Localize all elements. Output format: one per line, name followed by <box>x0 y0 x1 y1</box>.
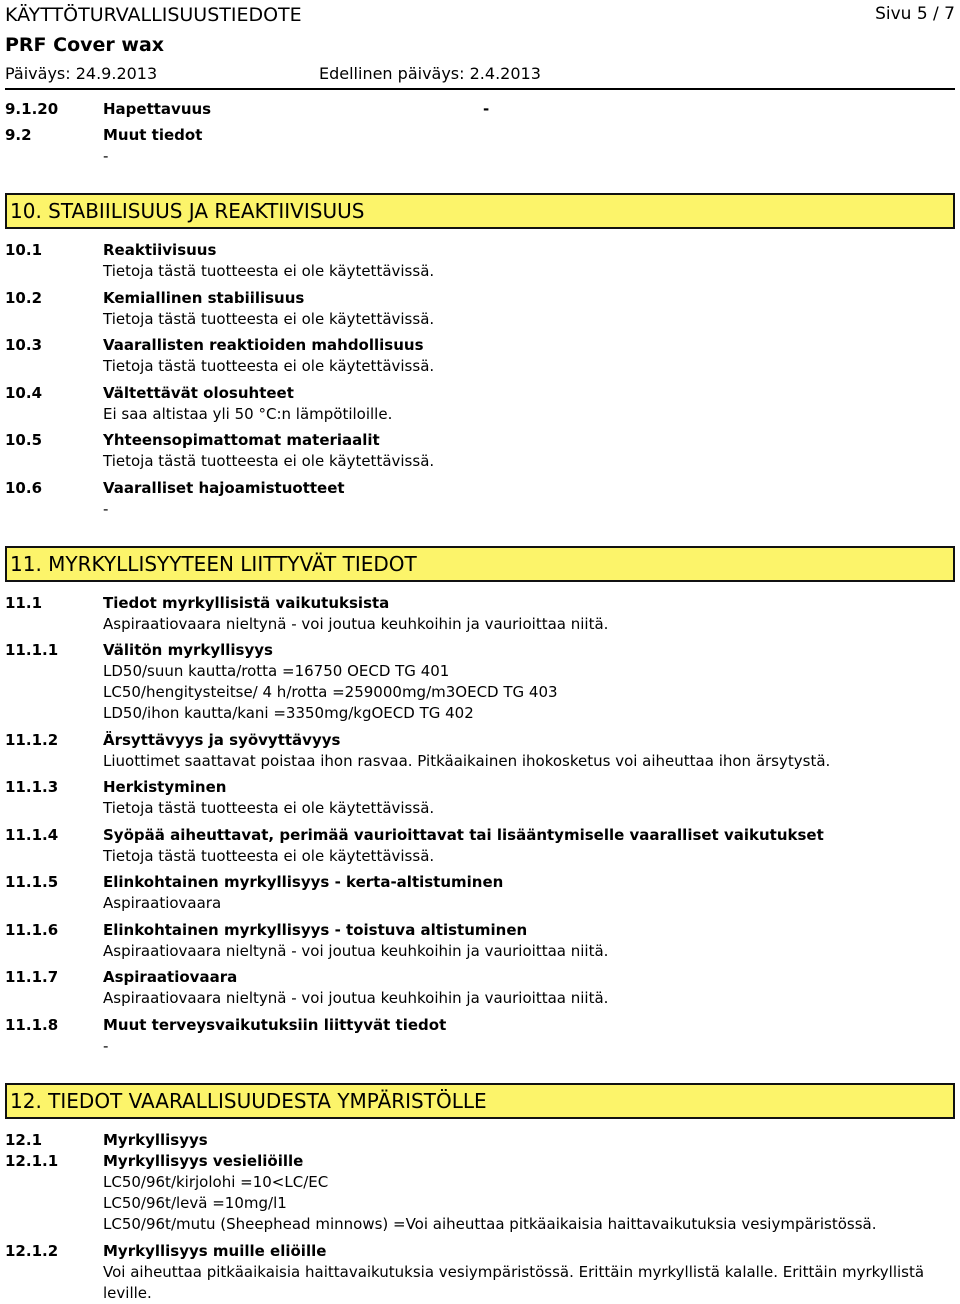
item-number: 12.1.2 <box>5 1242 59 1260</box>
item-title: Välitön myrkyllisyys <box>103 641 273 659</box>
item-number: 11.1.1 <box>5 641 59 659</box>
item-text: Tietoja tästä tuotteesta ei ole käytettävissä. <box>103 262 435 280</box>
item-text: - <box>103 1037 109 1055</box>
item-text: Tietoja tästä tuotteesta ei ole käytettävissä. <box>103 799 435 817</box>
item-text-line: LC50/96t/levä =10mg/l1 <box>103 1194 287 1212</box>
item-text-line: LD50/ihon kautta/kani =3350mg/kgOECD TG 402 <box>103 704 474 722</box>
item-text-line: LC50/hengitysteitse/ 4 h/rotta =259000mg/m3OECD TG 403 <box>103 683 558 701</box>
item-number: 11.1 <box>5 594 43 612</box>
item-title: Myrkyllisyys muille eliöille <box>103 1242 327 1260</box>
item-title: Hapettavuus <box>103 100 212 118</box>
item-number: 11.1.8 <box>5 1016 59 1034</box>
section-12-heading: 12. TIEDOT VAARALLISUUDESTA YMPÄRISTÖLLE <box>5 1083 955 1119</box>
item-title: Vaarallisten reaktioiden mahdollisuus <box>103 336 424 354</box>
item-text: Aspiraatiovaara nieltynä - voi joutua keuhkoihin ja vaurioittaa niitä. <box>103 615 609 633</box>
item-title: Vaaralliset hajoamistuotteet <box>103 479 345 497</box>
item-text: Aspiraatiovaara nieltynä - voi joutua keuhkoihin ja vaurioittaa niitä. <box>103 989 609 1007</box>
item-title: Reaktiivisuus <box>103 241 217 259</box>
item-title: Muut terveysvaikutuksiin liittyvät tiedot <box>103 1016 447 1034</box>
item-text-line: LC50/96t/mutu (Sheephead minnows) =Voi aiheuttaa pitkäaikaisia haittavaikutuksia vesiympäristössä. <box>103 1215 877 1233</box>
page-header <box>5 0 955 90</box>
item-title: Syöpää aiheuttavat, perimää vaurioittavat tai lisääntymiselle vaaralliset vaikutukset <box>103 826 824 844</box>
item-text: Ei saa altistaa yli 50 °C:n lämpötiloille. <box>103 405 393 423</box>
item-text: Aspiraatiovaara nieltynä - voi joutua keuhkoihin ja vaurioittaa niitä. <box>103 942 609 960</box>
item-text-line: Voi aiheuttaa pitkäaikaisia haittavaikutuksia vesiympäristössä. Erittäin myrkyllistä kalalle. Erittäin myrkyllistä <box>103 1263 925 1281</box>
item-text: - <box>103 500 109 518</box>
section-11-heading: 11. MYRKYLLISYYTEEN LIITTYVÄT TIEDOT <box>5 546 955 582</box>
item-number: 12.1 <box>5 1131 43 1149</box>
item-number: 9.1.20 <box>5 100 59 118</box>
item-number: 10.3 <box>5 336 43 354</box>
item-title: Herkistyminen <box>103 778 227 796</box>
item-title: Myrkyllisyys <box>103 1131 208 1149</box>
item-title: Elinkohtainen myrkyllisyys - kerta-altistuminen <box>103 873 504 891</box>
previous-date: Edellinen päiväys: 2.4.2013 <box>319 64 541 83</box>
item-number: 11.1.2 <box>5 731 59 749</box>
item-title: Aspiraatiovaara <box>103 968 238 986</box>
item-number: 10.6 <box>5 479 43 497</box>
item-value: - <box>483 100 490 118</box>
issue-date: Päiväys: 24.9.2013 <box>5 64 158 83</box>
item-title: Yhteensopimattomat materiaalit <box>103 431 380 449</box>
item-title: Myrkyllisyys vesieliöille <box>103 1152 304 1170</box>
document-title: KÄYTTÖTURVALLISUUSTIEDOTE <box>5 4 302 26</box>
item-text: Tietoja tästä tuotteesta ei ole käytettävissä. <box>103 847 435 865</box>
item-text: Tietoja tästä tuotteesta ei ole käytettävissä. <box>103 310 435 328</box>
item-number: 10.5 <box>5 431 43 449</box>
item-title: Kemiallinen stabiilisuus <box>103 289 305 307</box>
item-number: 11.1.4 <box>5 826 59 844</box>
item-title: Elinkohtainen myrkyllisyys - toistuva altistuminen <box>103 921 528 939</box>
item-number: 11.1.6 <box>5 921 59 939</box>
item-number: 9.2 <box>5 126 32 144</box>
item-number: 10.2 <box>5 289 43 307</box>
section-10-heading: 10. STABIILISUUS JA REAKTIIVISUUS <box>5 193 955 229</box>
item-number: 11.1.5 <box>5 873 59 891</box>
item-number: 10.4 <box>5 384 43 402</box>
item-text-line: leville. <box>103 1284 152 1302</box>
item-text-line: LD50/suun kautta/rotta =16750 OECD TG 401 <box>103 662 450 680</box>
item-number: 12.1.1 <box>5 1152 59 1170</box>
item-number: 11.1.7 <box>5 968 59 986</box>
item-text: Tietoja tästä tuotteesta ei ole käytettävissä. <box>103 357 435 375</box>
item-title: Tiedot myrkyllisistä vaikutuksista <box>103 594 390 612</box>
item-title: Ärsyttävyys ja syövyttävyys <box>103 731 341 749</box>
page-number: Sivu 5 / 7 <box>875 4 955 24</box>
item-text: Aspiraatiovaara <box>103 894 222 912</box>
item-title: Muut tiedot <box>103 126 203 144</box>
item-title: Vältettävät olosuhteet <box>103 384 294 402</box>
item-number: 11.1.3 <box>5 778 59 796</box>
product-name: PRF Cover wax <box>5 34 165 56</box>
item-text-line: LC50/96t/kirjolohi =10<LC/EC <box>103 1173 329 1191</box>
item-text: - <box>103 147 109 165</box>
item-number: 10.1 <box>5 241 43 259</box>
item-text: Liuottimet saattavat poistaa ihon rasvaa. Pitkäaikainen ihokosketus voi aiheuttaa ihon ärsytystä. <box>103 752 831 770</box>
item-text: Tietoja tästä tuotteesta ei ole käytettävissä. <box>103 452 435 470</box>
